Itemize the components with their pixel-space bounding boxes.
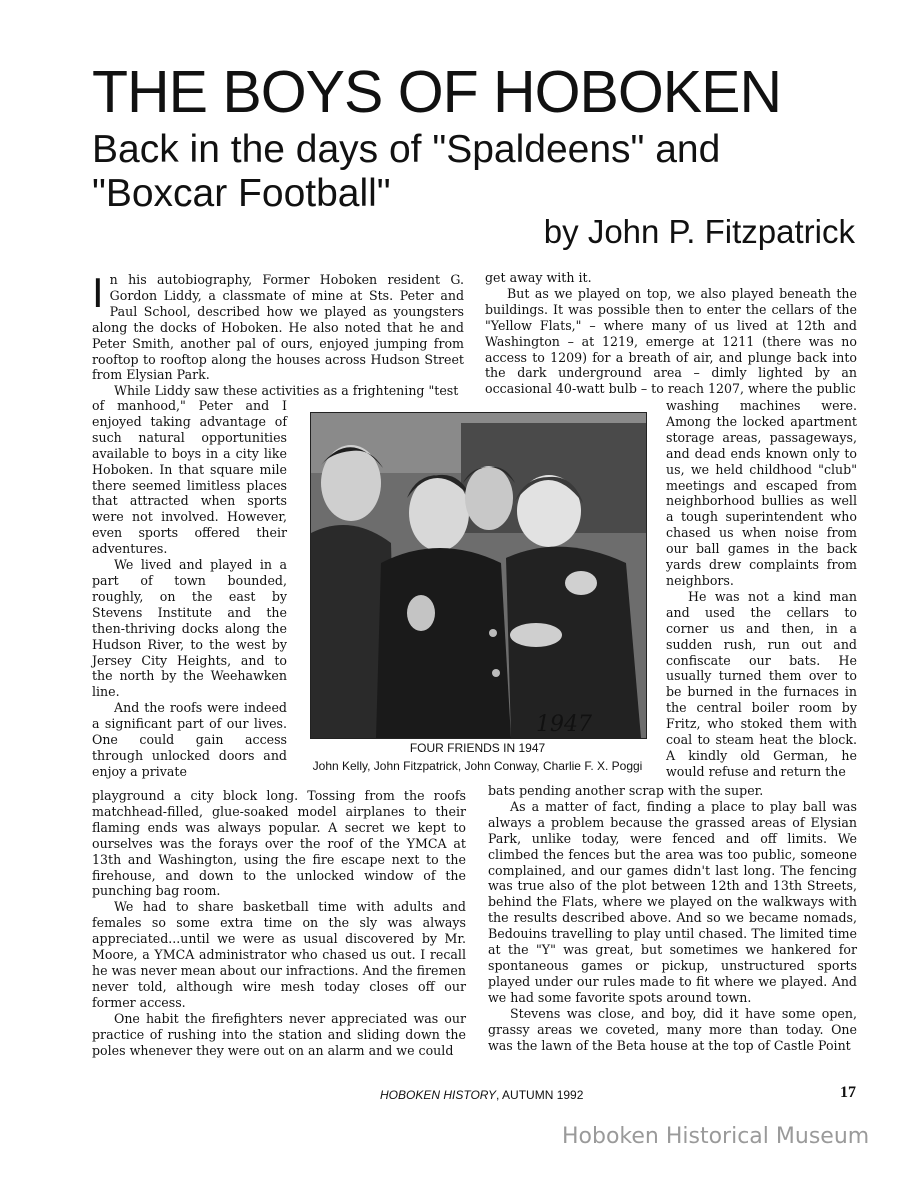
column-right-top [485, 270, 857, 397]
paragraph: washing machines were. Among the locked apartment storage areas, passageways, and dead ends known only to us, we held childhood "club" meetings and escaped from neighborhood bullies as well a tough superintendent who chased us when noise from our ball games in the back yards drew complaints from neighbors. [666, 398, 857, 588]
paragraph: We lived and played in a part of town bounded, roughly, on the east by Stevens Institute and the then-thriving docks along the Hudson River, to the west by Jersey City Heights, and to the north by the Weehawken line. [92, 557, 287, 700]
photo-caption-names: John Kelly, John Fitzpatrick, John Conway, Charlie F. X. Poggi [312, 759, 643, 773]
article-byline: by John P. Fitzpatrick [543, 213, 855, 250]
column-left-bottom [92, 788, 466, 1058]
paragraph: get away with it. [485, 270, 592, 285]
paragraph: As a matter of fact, finding a place to play ball was always a problem because the grassed areas of Elysian Park, unlike today, were fenced and off limits. We climbed the fences but the area was too public, someone complained, and our games didn't last long. The fencing was true also of the plot between 12th and 13th Streets, behind the Flats, where we played on the walkways with the results described above. And so we became nomads, Bedouins travelling to play until chased. The limited time at the "Y" was great, but sometimes we hankered for spontaneous games or pickup, unstructured sports played under our rules made to fit where we played. And we had some favorite spots around town. [488, 798, 857, 1005]
paragraph: One habit the firefighters never appreciated was our practice of rushing into the station and sliding down the poles whenever they were out on an alarm and we could [92, 1010, 466, 1058]
paragraph: playground a city block long. Tossing from the roofs matchhead-filled, glue-soaked model airplanes to their flaming ends was always popular. A secret we kept to ourselves was the forays over the roof of the YMCA at 13th and Washington, using the fire escape next to the firehouse, and down to the unlocked window of the punching bag room. [92, 788, 466, 899]
article-subtitle: Back in the days of "Spaldeens" and "Boxcar Football" [92, 128, 721, 215]
paragraph: of manhood," Peter and I enjoyed taking advantage of such natural opportunities available to boys in a city like Hoboken. In that square mile there seemed limitless places that attracted when sports were not involved. However, even sports offered their adventures. [92, 398, 287, 557]
article-title: THE BOYS OF HOBOKEN [92, 59, 782, 125]
drop-cap: I [92, 269, 104, 316]
paragraph: While Liddy saw these activities as a frightening "test [114, 383, 459, 399]
four-friends-photo [310, 412, 647, 739]
photo-caption-title: FOUR FRIENDS IN 1947 [409, 741, 546, 755]
column-right-bottom [488, 783, 857, 1053]
photo-illustration [311, 413, 646, 738]
page-number: 17 [840, 1084, 856, 1101]
museum-watermark: Hoboken Historical Museum [562, 1124, 870, 1149]
paragraph: Stevens was close, and boy, did it have some open, grassy areas we coveted, many more than today. One was the lawn of the Beta house at the top of Castle Point [488, 1005, 857, 1053]
paragraph: He was not a kind man and used the cellars to corner us and then, in a sudden rush, run out and confiscate our bats. He usually turned them over to be burned in the furnaces in the central boiler room by Fritz, who stoked them with coal to steam heat the block. A kindly old German, he would refuse and return the [666, 588, 857, 779]
publication-name: HOBOKEN HISTORY [380, 1088, 497, 1102]
paragraph: And the roofs were indeed a significant part of our lives. One could gain access through unlocked doors and enjoy a private [92, 700, 287, 779]
page-footer [380, 1088, 583, 1102]
paragraph: We had to share basketball time with adults and females so some extra time on the sly was always appreciated...until we were as usual discovered by Mr. Moore, a YMCA administrator who chased us out. I recall he was never mean about our infractions. And the firemen never told, although wire mesh today closes off our former access. [92, 899, 466, 1010]
handwritten-year: 1947 [536, 712, 592, 737]
paragraph: bats pending another scrap with the super. [488, 783, 764, 798]
paragraph: n his autobiography, Former Hoboken resident G. Gordon Liddy, a classmate of mine at Sts. Peter and Paul School, described how we played as youngsters along the docks of Hoboken. He also noted that he and Peter Smith, another pal of ours, enjoyed jumping from rooftop to rooftop along the houses across Hudson Street from Elysian Park. [92, 272, 464, 383]
column-left-top [92, 269, 464, 399]
paragraph: But as we played on top, we also played beneath the buildings. It was possible then to enter the cellars of the "Yellow Flats," – where many of us lived at 12th and Washington – at 1219, emerge at 1211 (there was no access to 1209) for a breath of air, and plunge back into the dark underground area – dimly lighted by an occasional 40-watt bulb – to reach 1207, where the public [485, 285, 857, 397]
publication-issue: , AUTUMN 1992 [496, 1088, 584, 1102]
column-right-narrow [666, 398, 857, 780]
column-left-narrow [92, 398, 287, 780]
